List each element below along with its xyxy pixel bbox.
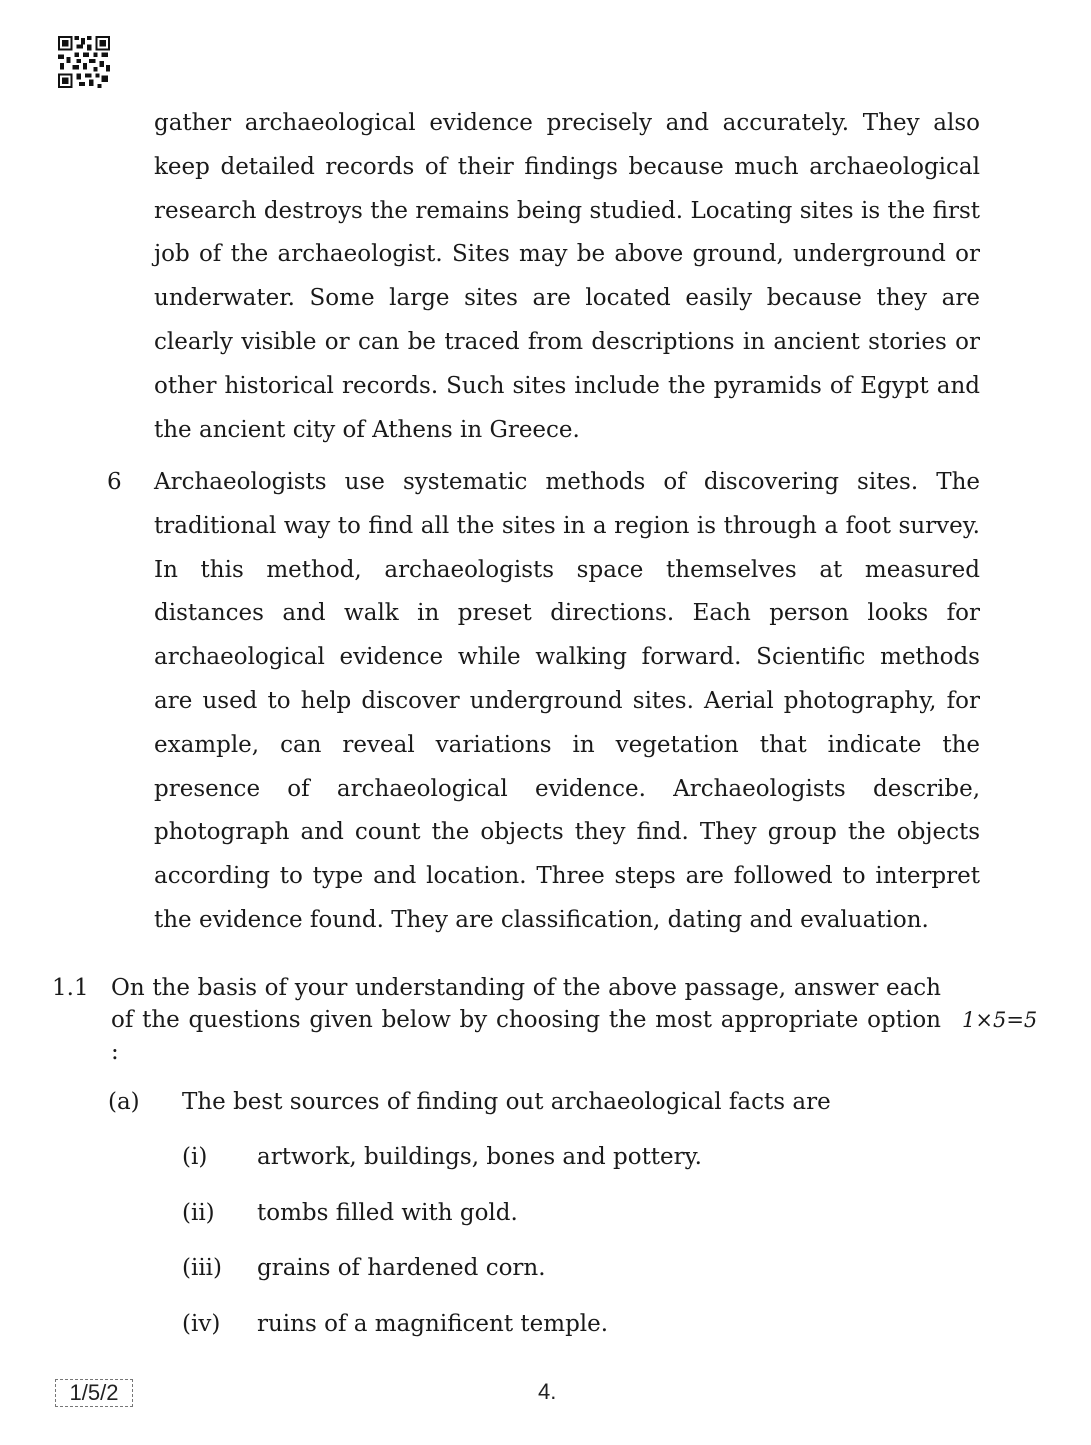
option-numeral: (iv): [182, 1311, 221, 1337]
option-numeral: (iii): [182, 1255, 223, 1281]
option-text: artwork, buildings, bones and pottery.: [257, 1144, 702, 1170]
sub-question-label: (a): [108, 1089, 140, 1115]
question-instruction: On the basis of your understanding of the above passage, answer each of the questions given below by choosing the most appropriate option :: [111, 975, 941, 1065]
option-text: tombs filled with gold.: [257, 1200, 518, 1226]
option-text: ruins of a magnificent temple.: [257, 1311, 609, 1337]
passage-continued-paragraph: gather archaeological evidence precisely and accurately. They also keep detailed records of their findings because much archaeological research destroys the remains being studied. Locating sites is the first job of the archaeologist. Sites may be above ground, underground or underwater. Some large sites are located easily because they are clearly visible or can be traced from descriptions in ancient stories or other historical records. Such sites include the pyramids of Egypt and the ancient city of Athens in Greece.: [154, 110, 980, 443]
option-ii: [182, 1197, 882, 1229]
qr-code-icon: [58, 36, 110, 88]
paragraph-6-text: Archaeologists use systematic methods of discovering sites. The traditional way to find all the sites in a region is through a foot survey. In this method, archaeologists space themselves at measured distances and walk in preset directions. Each person looks for archaeological evidence while walking forward. Scientific methods are used to help discover underground sites. Aerial photography, for example, can reveal variations in vegetation that indicate the presence of archaeological evidence. Archaeologists describe, photograph and count the objects they find. They group the objects according to type and location. Three steps are followed to interpret the evidence found. They are classification, dating and evaluation.: [154, 469, 980, 933]
paragraph-number: 6: [107, 469, 122, 495]
option-numeral: (ii): [182, 1200, 215, 1226]
option-iii: [182, 1252, 882, 1284]
option-numeral: (i): [182, 1144, 208, 1170]
option-text: grains of hardened corn.: [257, 1255, 546, 1281]
sub-question-text: The best sources of finding out archaeological facts are: [182, 1089, 831, 1115]
option-i: [182, 1141, 882, 1173]
marks-allocation: 1×5=5: [962, 1008, 1038, 1032]
paper-code-box: 1/5/2: [55, 1379, 133, 1407]
question-number: 1.1: [52, 975, 89, 1001]
option-iv: [182, 1308, 882, 1340]
page-number: 4.: [538, 1379, 557, 1404]
